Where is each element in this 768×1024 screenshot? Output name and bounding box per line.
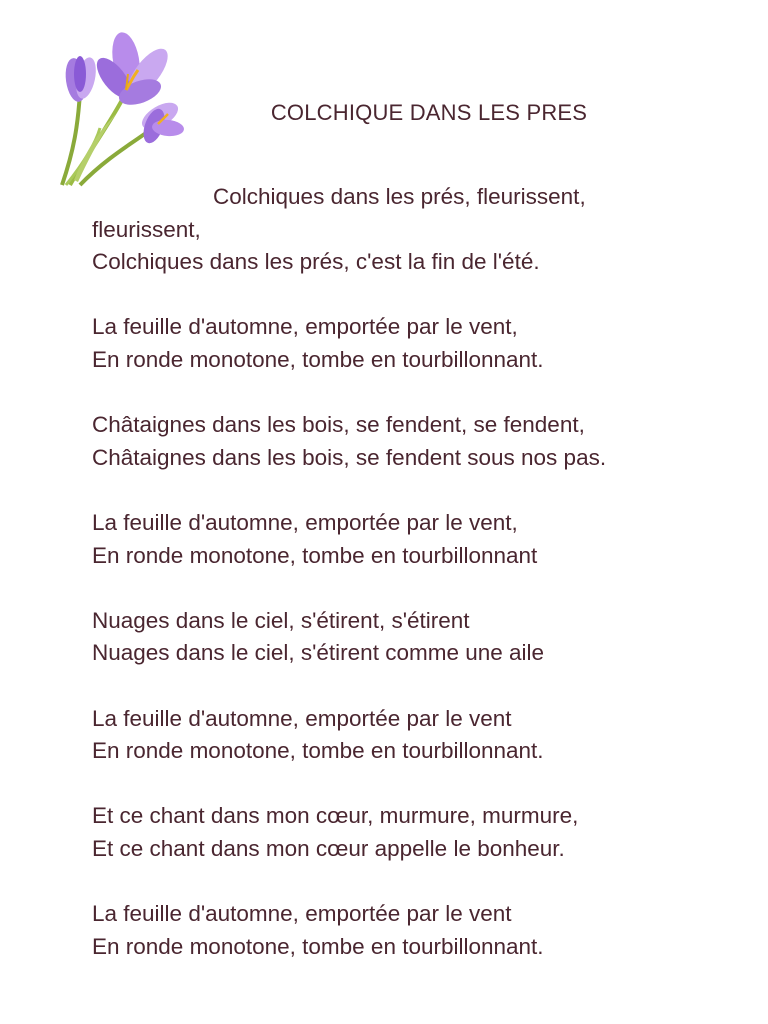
poem-line: Et ce chant dans mon cœur appelle le bonheur. — [92, 835, 565, 861]
poem-line: En ronde monotone, tombe en tourbillonnant. — [92, 933, 544, 959]
stanza-gap — [92, 768, 712, 801]
poem-line: En ronde monotone, tombe en tourbillonnant. — [92, 346, 544, 372]
poem-line: Châtaignes dans les bois, se fendent, se fendent, — [92, 412, 585, 438]
stanza-gap — [92, 670, 712, 703]
stanza-gap — [92, 377, 712, 410]
stanza — [92, 898, 712, 963]
stanza — [92, 181, 712, 279]
poem-line: En ronde monotone, tombe en tourbillonnant. — [92, 738, 544, 764]
stanza — [92, 800, 712, 865]
stanza-gap — [92, 279, 712, 312]
poem-line: Et ce chant dans mon cœur, murmure, murmure, — [92, 803, 579, 829]
poem-line: La feuille d'automne, emportée par le vent — [92, 705, 512, 731]
stanza — [92, 703, 712, 768]
poem-line: La feuille d'automne, emportée par le vent, — [92, 314, 518, 340]
stanza-gap — [92, 865, 712, 898]
stanza — [92, 507, 712, 572]
poem-line: Colchiques dans les prés, fleurissent, — [213, 184, 586, 209]
poem-line: La feuille d'automne, emportée par le vent — [92, 901, 512, 927]
page-title: COLCHIQUE DANS LES PRES — [270, 100, 588, 125]
poem-line: La feuille d'automne, emportée par le vent, — [92, 509, 518, 535]
stanza-gap — [92, 572, 712, 605]
poem-body — [92, 181, 712, 963]
stanza — [92, 311, 712, 376]
poem-line: Châtaignes dans les bois, se fendent sous nos pas. — [92, 444, 607, 470]
poem-line: Colchiques dans les prés, c'est la fin de l'été. — [92, 249, 540, 275]
poem-line: Nuages dans le ciel, s'étirent comme une aile — [92, 640, 545, 666]
stanza-gap — [92, 474, 712, 507]
stanza — [92, 605, 712, 670]
poem-line: fleurissent, — [92, 216, 201, 242]
stanza — [92, 409, 712, 474]
poem-line: En ronde monotone, tombe en tourbillonnant — [92, 542, 538, 568]
poem-line: Nuages dans le ciel, s'étirent, s'étirent — [92, 607, 470, 633]
